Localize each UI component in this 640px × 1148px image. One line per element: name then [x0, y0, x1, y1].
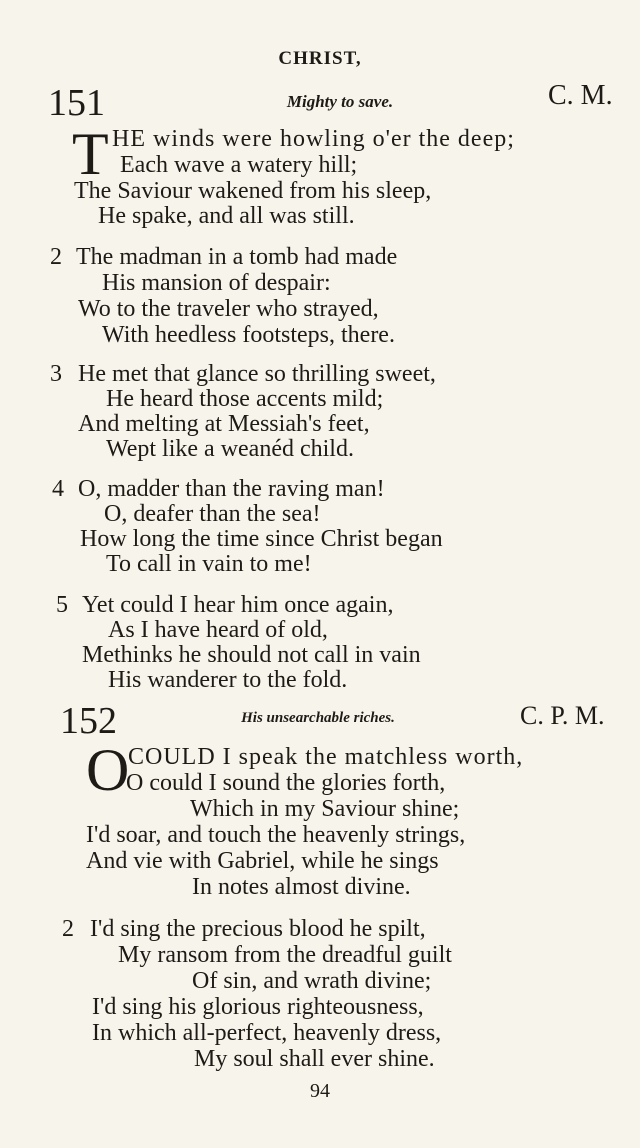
stanza-number: 5	[56, 592, 68, 618]
verse-line: I'd soar, and touch the heavenly strings,	[86, 822, 466, 848]
drop-cap: T	[72, 121, 109, 187]
verse-line: I'd sing his glorious righteousness,	[92, 994, 424, 1020]
verse-line: My ransom from the dreadful guilt	[118, 942, 452, 968]
verse-line: As I have heard of old,	[108, 617, 328, 643]
verse-line: And melting at Messiah's feet,	[78, 411, 370, 437]
verse-line: O could I sound the glories forth,	[126, 770, 446, 796]
verse-line: Yet could I hear him once again,	[82, 592, 394, 618]
verse-line: Each wave a watery hill;	[120, 152, 358, 178]
hymn-number: 151	[48, 82, 105, 124]
verse-line: And vie with Gabriel, while he sings	[86, 848, 439, 874]
stanza-number: 3	[50, 361, 62, 387]
hymn-title: His unsearchable riches.	[241, 710, 395, 726]
hymn-number: 152	[60, 700, 117, 742]
verse-line: He met that glance so thrilling sweet,	[78, 361, 436, 387]
hymn-meter: C. P. M.	[520, 701, 605, 730]
verse-line: How long the time since Christ began	[80, 526, 443, 552]
verse-line: Of sin, and wrath divine;	[192, 968, 432, 994]
verse-line: Wept like a weanéd child.	[106, 436, 354, 462]
verse-line: His wanderer to the fold.	[108, 667, 348, 693]
first-line: COULD I speak the matchless worth,	[128, 744, 524, 770]
verse-line: He spake, and all was still.	[98, 203, 355, 229]
stanza-number: 4	[52, 476, 64, 502]
verse-line: Wo to the traveler who strayed,	[78, 296, 379, 322]
hymn-meter: C. M.	[548, 80, 613, 111]
running-head: CHRIST,	[278, 48, 362, 69]
hymn-title: Mighty to save.	[286, 92, 394, 111]
verse-line: The Saviour wakened from his sleep,	[74, 178, 432, 204]
verse-line: He heard those accents mild;	[106, 386, 384, 412]
verse-line: With heedless footsteps, there.	[102, 322, 395, 348]
verse-line: Methinks he should not call in vain	[82, 642, 421, 668]
verse-line: To call in vain to me!	[106, 551, 312, 577]
page-number: 94	[310, 1080, 330, 1102]
stanza-number: 2	[62, 916, 74, 942]
verse-line: The madman in a tomb had made	[76, 244, 398, 270]
verse-line: Which in my Saviour shine;	[190, 796, 460, 822]
verse-line: His mansion of despair:	[102, 270, 331, 296]
verse-line: O, deafer than the sea!	[104, 501, 321, 527]
drop-cap: O	[86, 737, 130, 803]
verse-line: My soul shall ever shine.	[194, 1046, 435, 1072]
stanza-number: 2	[50, 244, 62, 270]
verse-line: O, madder than the raving man!	[78, 476, 385, 502]
verse-line: In notes almost divine.	[192, 874, 411, 900]
verse-line: In which all-perfect, heavenly dress,	[92, 1020, 442, 1046]
verse-line: I'd sing the precious blood he spilt,	[90, 916, 426, 942]
first-line: HE winds were howling o'er the deep;	[112, 126, 515, 152]
